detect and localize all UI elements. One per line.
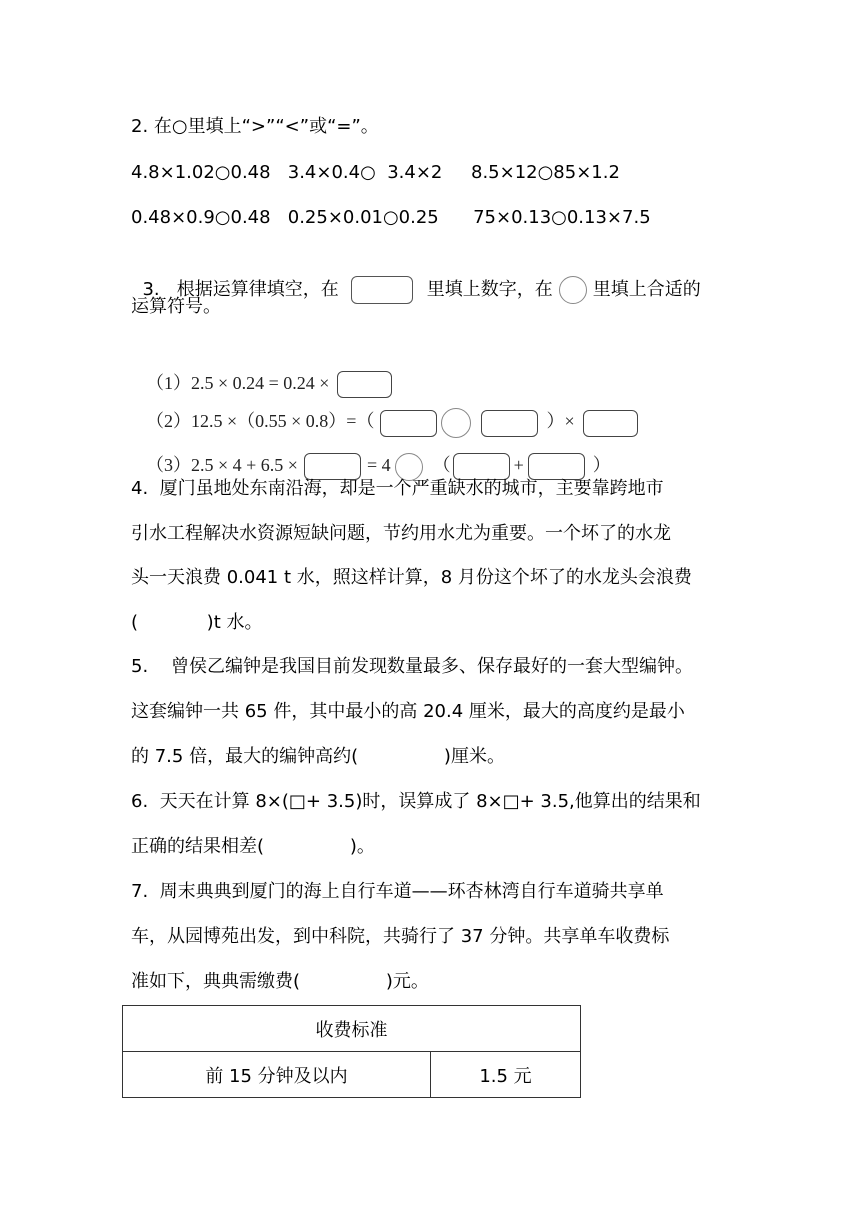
q3-part-3 [137,426,611,481]
answer-box[interactable] [304,453,361,480]
table-row [123,1052,581,1098]
q3-p3-text-b: = 4 [366,455,391,475]
q3-p3-text-c: （ [432,455,451,475]
q3-p2-text-a: （2）12.5 ×（0.55 × 0.8）=（ [146,411,375,432]
q7-line-3: 准如下，典典需缴费( )元。 [131,971,429,992]
q7-line-1: 7. 周末典典到厦门的海上自行车道——环杏林湾自行车道骑共享单 [131,881,664,902]
q3-intro-b: 里填上数字，在 [426,279,553,300]
q3-intro-line-2: 运算符号。 [131,296,221,317]
answer-box[interactable] [453,453,510,480]
q6-line-1: 6. 天天在计算 8×(□+ 3.5)时，误算成了 8×□+ 3.5,他算出的结果和 [131,791,701,812]
q5-line-3: 的 7.5 倍，最大的编钟高约( )厘米。 [131,746,505,767]
q2-row-2: 0.48×0.9○0.48 0.25×0.01○0.25 75×0.13○0.13×7.5 [131,207,651,228]
fee-table [122,1005,581,1098]
q3-p3-text-e: ） [592,455,611,475]
fee-row-label: 前 15 分钟及以内 [123,1052,431,1098]
q4-line-2: 引水工程解决水资源短缺问题，节约用水尤为重要。一个坏了的水龙 [131,523,671,544]
q3-p3-text-d: + [513,455,524,475]
q3-intro-a: 3. 根据运算律填空，在 [142,279,339,300]
answer-box[interactable] [528,453,585,480]
q6-line-2: 正确的结果相差( )。 [131,836,375,857]
q3-p2-text-b: ）× [546,411,575,432]
example-blank-box [351,276,413,304]
q3-p3-text-a: （3）2.5 × 4 + 6.5 × [146,455,298,475]
q2-title: 2. 在○里填上“>”“<”或“=”。 [131,116,379,137]
q7-line-2: 车，从园博苑出发，到中科院，共骑行了 37 分钟。共享单车收费标 [131,926,670,947]
q3-intro-c: 里填上合适的 [592,279,701,300]
q5-line-1: 5. 曾侯乙编钟是我国目前发现数量最多、保存最好的一套大型编钟。 [131,656,694,677]
table-header-row [123,1006,581,1052]
answer-circle[interactable] [395,453,423,481]
q5-line-2: 这套编钟一共 65 件，其中最小的高 20.4 厘米，最大的高度约是最小 [131,701,685,722]
q4-line-4: ( )t 水。 [131,612,263,633]
q3-p1-text: （1）2.5 × 0.24 = 0.24 × [146,373,330,393]
q4-line-1: 4. 厦门虽地处东南沿海，却是一个严重缺水的城市，主要靠跨地市 [131,478,664,499]
example-blank-circle [559,276,587,304]
q2-row-1: 4.8×1.02○0.48 3.4×0.4○ 3.4×2 8.5×12○85×1.2 [131,162,620,183]
fee-table-header: 收费标准 [123,1006,581,1052]
q4-line-3: 头一天浪费 0.041 t 水，照这样计算，8 月份这个坏了的水龙头会浪费 [131,567,692,588]
fee-row-value: 1.5 元 [431,1052,581,1098]
